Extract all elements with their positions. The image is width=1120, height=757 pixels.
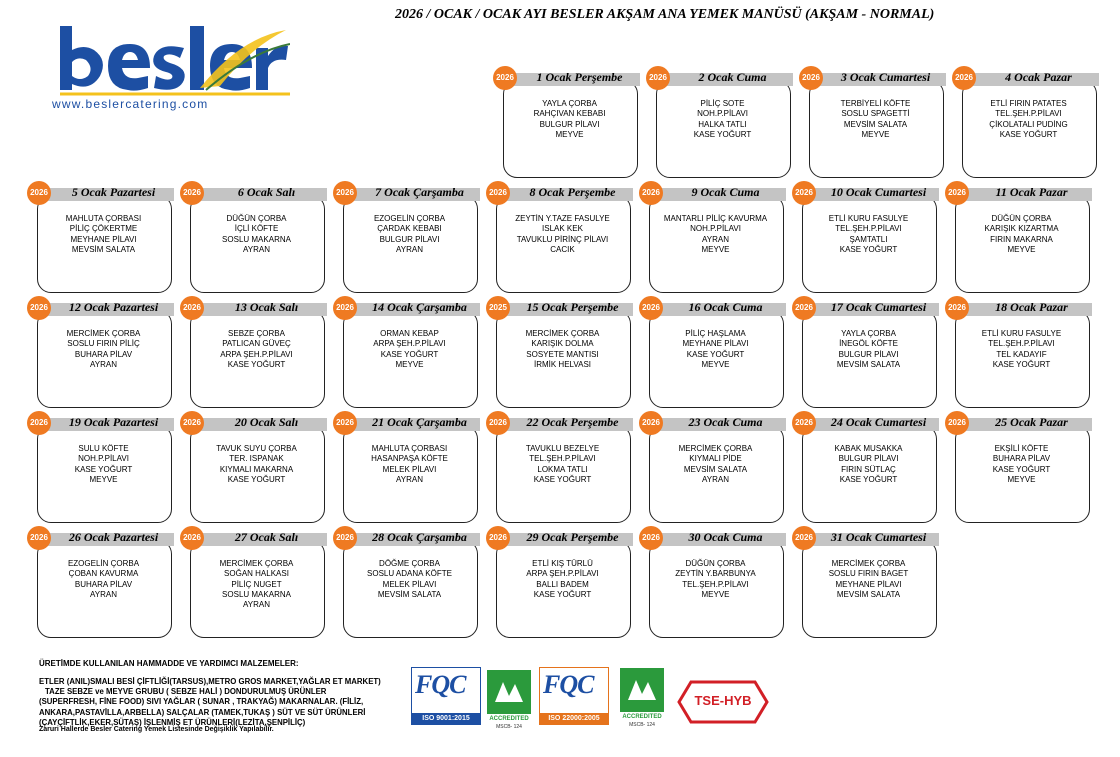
day-label: 18 Ocak Pazar — [995, 300, 1068, 314]
day-card — [952, 72, 1098, 180]
day-menu — [190, 214, 323, 255]
menu-item: KASE YOĞURT — [992, 359, 1051, 369]
menu-item: KASE YOĞURT — [380, 349, 439, 359]
day-card — [792, 187, 938, 295]
menu-item: MERCİMEK ÇORBA — [678, 444, 753, 453]
day-menu — [343, 559, 476, 600]
menu-item: TEL.ŞEH.P.PİLAVI — [682, 579, 749, 589]
menu-item: MAHLUTA ÇORBASI — [65, 214, 142, 223]
menu-item: KASE YOĞURT — [686, 349, 745, 359]
day-label: 30 Ocak Cuma — [688, 530, 763, 544]
day-menu — [809, 99, 942, 140]
day-label: 27 Ocak Salı — [234, 530, 299, 544]
menu-item: AYRAN — [243, 244, 270, 254]
day-label: 14 Ocak Çarşamba — [372, 300, 467, 314]
page-title: 2026 / OCAK / OCAK AYI BESLER AKŞAM ANA YEMEK MANÜSÜ (AKŞAM - NORMAL) — [395, 7, 935, 22]
day-menu — [496, 214, 629, 255]
year-badge: 2026 — [180, 181, 204, 205]
menu-item: PATLICAN GÜVEÇ — [222, 339, 291, 349]
menu-item: SOSLU MAKARNA — [222, 589, 291, 599]
day-menu — [37, 559, 170, 600]
day-menu — [649, 214, 782, 255]
year-badge: 2026 — [945, 181, 969, 205]
menu-item: ZEYTİN Y.TAZE FASULYE — [515, 214, 610, 223]
footer-line: TAZE SEBZE ve MEYVE GRUBU ( SEBZE HALİ ) DONDURULMUŞ ÜRÜNLER — [45, 687, 327, 697]
accreditation-icon — [620, 668, 664, 712]
day-menu — [37, 444, 170, 485]
day-card — [639, 532, 785, 640]
menu-item: KASE YOĞURT — [227, 359, 286, 369]
day-card — [486, 417, 632, 525]
day-card — [639, 417, 785, 525]
year-badge: 2026 — [486, 181, 510, 205]
year-badge: 2026 — [792, 296, 816, 320]
menu-item: MERCİMEK ÇORBA — [219, 559, 294, 568]
menu-item: SOSYETE MANTISI — [526, 349, 599, 359]
footer-title: ÜRETİMDE KULLANILAN HAMMADDE VE YARDIMCI MALZEMELER: — [39, 659, 299, 668]
menu-item: MEYVE — [701, 359, 730, 369]
day-menu — [802, 559, 935, 600]
year-badge: 2026 — [27, 526, 51, 550]
day-label: 26 Ocak Pazartesi — [68, 530, 159, 544]
year-badge: 2026 — [180, 526, 204, 550]
besler-logo — [50, 18, 290, 113]
menu-item: ŞAMTATLI — [849, 234, 888, 244]
day-card — [180, 302, 326, 410]
menu-item: ARPA ŞEH.P.PİLAVI — [220, 349, 293, 359]
day-menu — [343, 214, 476, 255]
menu-item: KASE YOĞURT — [74, 464, 133, 474]
menu-item: AYRAN — [243, 600, 270, 610]
day-card — [180, 187, 326, 295]
day-menu — [343, 329, 476, 370]
year-badge: 2026 — [646, 66, 670, 90]
menu-item: LOKMA TATLI — [537, 464, 588, 474]
menu-item: KIYMALI PİDE — [689, 454, 742, 464]
menu-item: TERBİYELİ KÖFTE — [840, 99, 911, 108]
menu-item: MANTARLI PİLİÇ KAVURMA — [663, 214, 768, 223]
day-label: 13 Ocak Salı — [234, 300, 299, 314]
year-badge: 2026 — [27, 181, 51, 205]
day-card — [333, 302, 479, 410]
menu-item: HASANPAŞA KÖFTE — [371, 454, 448, 464]
fqc-mark: FQC — [543, 670, 594, 699]
day-label: 31 Ocak Cumartesi — [830, 530, 927, 544]
day-card — [333, 417, 479, 525]
day-label: 17 Ocak Cumartesi — [830, 300, 927, 314]
menu-item: DÖĞME ÇORBA — [379, 559, 440, 568]
menu-item: MEYVE — [701, 244, 730, 254]
year-badge: 2026 — [639, 296, 663, 320]
year-badge: 2026 — [333, 181, 357, 205]
day-card — [639, 187, 785, 295]
menu-item: MAHLUTA ÇORBASI — [371, 444, 448, 453]
menu-item: SOSLU MAKARNA — [222, 234, 291, 244]
menu-item: NOH.P.PİLAVI — [78, 454, 129, 464]
menu-item: BUHARA PİLAV — [74, 579, 133, 589]
menu-item: SEBZE ÇORBA — [228, 329, 285, 338]
menu-item: SOĞAN HALKASI — [224, 569, 289, 579]
logo-url: www.beslercatering.com — [52, 97, 209, 111]
year-badge: 2026 — [945, 411, 969, 435]
year-badge: 2025 — [486, 296, 510, 320]
day-menu — [955, 214, 1088, 255]
day-card — [792, 532, 938, 640]
menu-item: ETLİ FIRIN PATATES — [990, 99, 1067, 108]
year-badge: 2026 — [945, 296, 969, 320]
menu-item: TAVUKLU BEZELYE — [525, 444, 600, 453]
accredited-code: MSCB- 124 — [496, 724, 522, 730]
menu-item: MEYHANE PİLAVI — [70, 234, 137, 244]
day-menu — [37, 329, 170, 370]
day-label: 16 Ocak Cuma — [688, 300, 763, 314]
menu-item: SOSLU FIRIN PİLİÇ — [67, 339, 140, 349]
day-menu — [802, 329, 935, 370]
fqc-iso22000-badge — [539, 667, 609, 725]
menu-item: TEL.ŞEH.P.PİLAVI — [835, 224, 902, 234]
day-label: 2 Ocak Cuma — [698, 70, 767, 84]
menu-item: İNEGÖL KÖFTE — [839, 339, 898, 349]
menu-item: KARIŞIK KIZARTMA — [984, 224, 1059, 234]
menu-item: DÜĞÜN ÇORBA — [685, 559, 746, 568]
menu-item: ETLİ KURU FASULYE — [828, 214, 909, 223]
menu-item: ZEYTİN Y.BARBUNYA — [675, 569, 756, 579]
day-card — [180, 532, 326, 640]
tse-label: TSE-HYB — [694, 693, 752, 708]
menu-item: MEVSİM SALATA — [683, 464, 748, 474]
tse-hyb-badge — [677, 680, 769, 724]
menu-item: KASE YOĞURT — [839, 244, 898, 254]
menu-item: CACIK — [550, 244, 575, 254]
menu-item: KASE YOĞURT — [693, 129, 752, 139]
menu-item: ARPA ŞEH.P.PİLAVI — [373, 339, 446, 349]
menu-item: TEL.ŞEH.P.PİLAVI — [529, 454, 596, 464]
menu-item: MEVSİM SALATA — [843, 119, 908, 129]
year-badge: 2026 — [333, 526, 357, 550]
day-card — [945, 187, 1091, 295]
day-label: 7 Ocak Çarşamba — [375, 185, 464, 199]
menu-item: MEVSİM SALATA — [71, 244, 136, 254]
menu-item: MEYHANE PİLAVI — [835, 579, 902, 589]
menu-item: KARIŞIK DOLMA — [531, 339, 594, 349]
iso-label: ISO 9001:2015 — [412, 713, 480, 724]
menu-item: ORMAN KEBAP — [380, 329, 439, 338]
day-label: 3 Ocak Cumartesi — [840, 70, 931, 84]
day-label: 12 Ocak Pazartesi — [68, 300, 159, 314]
menu-item: KASE YOĞURT — [839, 474, 898, 484]
menu-item: PİLİÇ NUGET — [231, 579, 282, 589]
day-label: 28 Ocak Çarşamba — [372, 530, 467, 544]
menu-item: KASE YOĞURT — [999, 129, 1058, 139]
fqc-mark: FQC — [415, 670, 466, 699]
menu-item: KASE YOĞURT — [992, 464, 1051, 474]
menu-item: NOH.P.PİLAVI — [690, 224, 741, 234]
day-label: 10 Ocak Cumartesi — [830, 185, 927, 199]
day-menu — [649, 444, 782, 485]
menu-item: ÇOBAN KAVURMA — [68, 569, 139, 579]
menu-item: AYRAN — [90, 589, 117, 599]
day-label: 25 Ocak Pazar — [995, 415, 1068, 429]
day-menu — [955, 444, 1088, 485]
day-menu — [649, 329, 782, 370]
menu-item: SOSLU ADANA KÖFTE — [367, 569, 452, 579]
menu-item: ETLİ KIŞ TÜRLÜ — [532, 559, 593, 568]
menu-item: NOH.P.PİLAVI — [697, 109, 748, 119]
menu-item: AYRAN — [90, 359, 117, 369]
menu-item: SOSLU SPAGETTİ — [841, 109, 910, 119]
menu-item: MEYVE — [555, 129, 584, 139]
day-label: 21 Ocak Çarşamba — [372, 415, 467, 429]
accredited-label: ACCREDITED — [489, 716, 529, 722]
day-card — [333, 187, 479, 295]
accredited-label: ACCREDITED — [622, 714, 662, 720]
day-menu — [503, 99, 636, 140]
menu-item: PİLİÇ SOTE — [700, 99, 745, 108]
day-card — [799, 72, 945, 180]
menu-item: KABAK MUSAKKA — [834, 444, 903, 453]
menu-item: BUHARA PİLAV — [74, 349, 133, 359]
day-card — [792, 417, 938, 525]
year-badge: 2026 — [952, 66, 976, 90]
menu-item: MERCİMEK ÇORBA — [525, 329, 600, 338]
menu-item: PİLİÇ ÇÖKERTME — [69, 224, 138, 234]
iso-label: ISO 22000:2005 — [540, 713, 608, 724]
day-card — [27, 417, 173, 525]
year-badge: 2026 — [792, 526, 816, 550]
day-card — [486, 187, 632, 295]
menu-item: KASE YOĞURT — [533, 589, 592, 599]
menu-item: BUHARA PİLAV — [992, 454, 1051, 464]
day-menu — [496, 329, 629, 370]
menu-item: SOSLU FIRIN BAGET — [828, 569, 909, 579]
day-card — [486, 302, 632, 410]
menu-item: MEYVE — [1007, 244, 1036, 254]
day-card — [27, 302, 173, 410]
year-badge: 2026 — [486, 411, 510, 435]
day-label: 4 Ocak Pazar — [1005, 70, 1072, 84]
day-label: 9 Ocak Cuma — [691, 185, 760, 199]
day-menu — [190, 444, 323, 485]
menu-item: TEL KADAYIF — [996, 349, 1047, 359]
footer-materials — [39, 677, 399, 728]
day-label: 5 Ocak Pazartesi — [71, 185, 156, 199]
day-card — [493, 72, 639, 180]
menu-item: TAVUK SUYU ÇORBA — [216, 444, 297, 453]
menu-item: ARPA ŞEH.P.PİLAVI — [526, 569, 599, 579]
menu-item: ÇARDAK KEBABI — [377, 224, 442, 234]
day-label: 15 Ocak Perşembe — [526, 300, 619, 314]
menu-item: İÇLİ KÖFTE — [234, 224, 279, 234]
menu-item: ETLİ KURU FASULYE — [981, 329, 1062, 338]
menu-item: MELEK PİLAVI — [382, 464, 437, 474]
footer-line: (ÇAYÇİFTLİK,EKER,SÜTAŞ) İŞLENMİŞ ET ÜRÜNLERİ(LEZİTA,ŞENPİLİÇ) — [39, 717, 306, 727]
year-badge: 2026 — [486, 526, 510, 550]
menu-item: DÜĞÜN ÇORBA — [226, 214, 287, 223]
menu-item: RAHÇIVAN KEBABI — [533, 109, 606, 119]
day-card — [945, 302, 1091, 410]
day-menu — [962, 99, 1095, 140]
year-badge: 2026 — [27, 411, 51, 435]
menu-item: MEYHANE PİLAVI — [682, 339, 749, 349]
menu-item: HALKA TATLI — [698, 119, 747, 129]
day-card — [486, 532, 632, 640]
day-menu — [496, 559, 629, 600]
day-label: 1 Ocak Perşembe — [536, 70, 623, 84]
year-badge: 2026 — [333, 411, 357, 435]
menu-item: AYRAN — [396, 474, 423, 484]
day-menu — [343, 444, 476, 485]
day-label: 24 Ocak Cumartesi — [830, 415, 927, 429]
day-label: 22 Ocak Perşembe — [526, 415, 619, 429]
menu-item: MEYVE — [395, 359, 424, 369]
menu-item: BULGUR PİLAVI — [379, 234, 440, 244]
menu-item: BALLI BADEM — [536, 579, 589, 589]
day-menu — [649, 559, 782, 600]
fqc-iso9001-badge — [411, 667, 481, 725]
day-label: 8 Ocak Perşembe — [529, 185, 616, 199]
day-card — [792, 302, 938, 410]
menu-item: MEVSİM SALATA — [836, 589, 901, 599]
day-card — [639, 302, 785, 410]
menu-item: EZOGELİN ÇORBA — [67, 559, 140, 568]
day-card — [646, 72, 792, 180]
menu-item: MERCİMEK ÇORBA — [831, 559, 906, 568]
year-badge: 2026 — [180, 296, 204, 320]
menu-item: KASE YOĞURT — [533, 474, 592, 484]
menu-item: FIRIN MAKARNA — [990, 234, 1053, 244]
menu-item: KIYMALI MAKARNA — [219, 464, 294, 474]
day-menu — [802, 214, 935, 255]
year-badge: 2026 — [639, 411, 663, 435]
menu-item: BULGUR PİLAVI — [838, 454, 899, 464]
day-card — [27, 532, 173, 640]
year-badge: 2026 — [792, 411, 816, 435]
menu-item: TEL.ŞEH.P.PİLAVI — [988, 339, 1055, 349]
footer-line: ETLER (ANIL)SMALI BESİ ÇİFTLİĞİ(TARSUS),METRO GROS MARKET,YAĞLAR ET MARKET) — [39, 677, 381, 686]
menu-item: MELEK PİLAVI — [382, 579, 437, 589]
day-card — [333, 532, 479, 640]
menu-item: TER. ISPANAK — [229, 454, 284, 464]
year-badge: 2026 — [180, 411, 204, 435]
menu-item: AYRAN — [702, 474, 729, 484]
day-menu — [802, 444, 935, 485]
day-label: 20 Ocak Salı — [234, 415, 299, 429]
menu-item: KASE YOĞURT — [227, 474, 286, 484]
year-badge: 2026 — [333, 296, 357, 320]
year-badge: 2026 — [493, 66, 517, 90]
accredited-badge — [487, 670, 531, 730]
menu-item: MEYVE — [89, 474, 118, 484]
day-menu — [190, 329, 323, 370]
day-label: 11 Ocak Pazar — [995, 185, 1068, 199]
footer-note: Zaruri Hallerde Besler Catering Yemek Listesinde Değişiklik Yapılabilir. — [39, 726, 274, 733]
year-badge: 2026 — [639, 526, 663, 550]
menu-item: İRMİK HELVASI — [533, 359, 592, 369]
menu-item: DÜĞÜN ÇORBA — [991, 214, 1052, 223]
menu-item: FIRIN SÜTLAÇ — [841, 464, 896, 474]
menu-item: AYRAN — [396, 244, 423, 254]
year-badge: 2026 — [639, 181, 663, 205]
besler-logo-mark — [50, 18, 290, 98]
menu-item: BULGUR PİLAVI — [539, 119, 600, 129]
day-label: 6 Ocak Salı — [237, 185, 296, 199]
day-menu — [190, 559, 323, 610]
accredited-code: MSCB- 124 — [629, 722, 655, 728]
day-menu — [37, 214, 170, 255]
footer-line: (SUPERFRESH, FİNE FOOD) SIVI YAĞLAR ( SUNAR , TRAKYAĞ) MAKARNALAR. (FİLİZ, — [39, 697, 364, 707]
day-menu — [496, 444, 629, 485]
accreditation-icon — [487, 670, 531, 714]
day-menu — [955, 329, 1088, 370]
day-card — [180, 417, 326, 525]
menu-item: MEVSİM SALATA — [836, 359, 901, 369]
year-badge: 2026 — [799, 66, 823, 90]
menu-item: MEYVE — [1007, 474, 1036, 484]
menu-item: SULU KÖFTE — [78, 444, 129, 453]
menu-item: EZOGELİN ÇORBA — [373, 214, 446, 223]
day-label: 19 Ocak Pazartesi — [68, 415, 159, 429]
day-menu — [656, 99, 789, 140]
menu-item: MEVSİM SALATA — [377, 589, 442, 599]
menu-item: ÇİKOLATALI PUDİNG — [989, 119, 1068, 129]
day-label: 23 Ocak Cuma — [688, 415, 763, 429]
menu-item: MERCİMEK ÇORBA — [66, 329, 141, 338]
menu-item: MEYVE — [701, 589, 730, 599]
year-badge: 2026 — [27, 296, 51, 320]
menu-item: BULGUR PİLAVI — [838, 349, 899, 359]
menu-item: MEYVE — [861, 129, 890, 139]
day-card — [27, 187, 173, 295]
menu-item: TEL.ŞEH.P.PİLAVI — [995, 109, 1062, 119]
menu-item: EKŞİLİ KÖFTE — [994, 444, 1049, 453]
menu-item: TAVUKLU PİRİNÇ PİLAVI — [516, 234, 609, 244]
year-badge: 2026 — [792, 181, 816, 205]
menu-item: YAYLA ÇORBA — [542, 99, 597, 108]
menu-item: AYRAN — [702, 234, 729, 244]
menu-item: PİLİÇ HAŞLAMA — [685, 329, 746, 338]
menu-item: ISLAK KEK — [542, 224, 583, 234]
day-card — [945, 417, 1091, 525]
footer-line: ANKARA,PASTAVİLLA,ARBELLA) SALÇALAR (TAMEK,TUKAŞ ) SÜT VE SÜT ÜRÜNLERİ — [39, 707, 366, 717]
menu-item: YAYLA ÇORBA — [841, 329, 896, 338]
accredited-badge — [620, 668, 664, 728]
day-label: 29 Ocak Perşembe — [526, 530, 619, 544]
